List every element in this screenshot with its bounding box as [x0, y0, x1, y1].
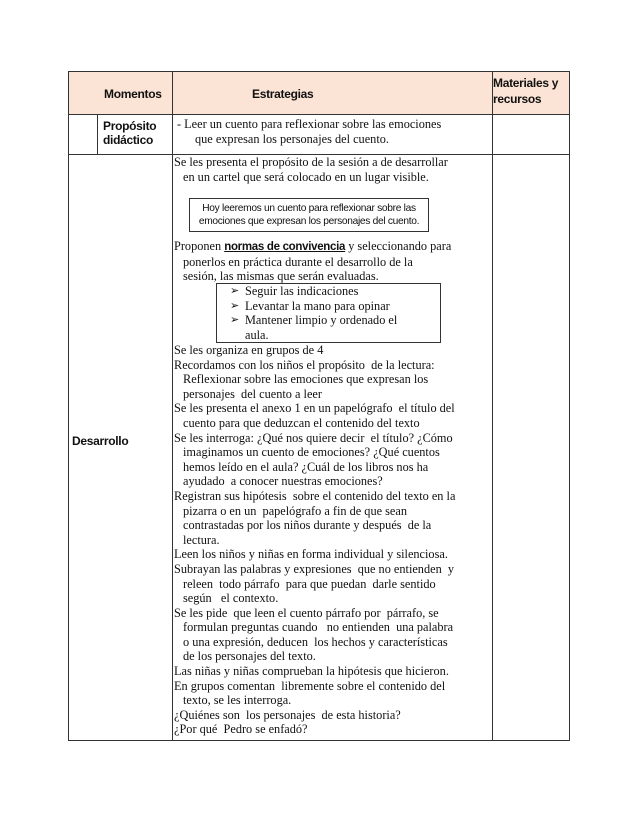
desarrollo-line: Subrayan las palabras y expresiones que no entienden y	[174, 561, 455, 576]
desarrollo-line: Registran sus hipótesis sobre el contenido del texto en la	[174, 488, 456, 503]
desarrollo-line: ¿Por qué Pedro se enfadó?	[174, 722, 308, 737]
desarrollo-line: lectura.	[183, 532, 220, 547]
norma-text: Seguir las indicaciones	[245, 284, 359, 298]
lesson-table	[68, 71, 570, 741]
desarrollo-line: hemos leído en el aula? ¿Cuál de los libros nos ha	[183, 459, 429, 474]
desarrollo-line: Recordamos con los niños el propósito de la lectura:	[174, 357, 435, 372]
desarrollo-line: imaginamos un cuento de emociones? ¿Qué cuentos	[183, 445, 440, 460]
header-momentos: Momentos	[104, 87, 162, 101]
normas-line2: ponerlos en práctica durante el desarrollo de la	[183, 254, 413, 269]
desarrollo-intro	[174, 155, 492, 184]
desarrollo-line: Reflexionar sobre las emociones que expresan los	[183, 372, 429, 387]
proposito-text-line1: - Leer un cuento para reflexionar sobre las emociones	[177, 117, 442, 131]
proposito-label-line2: didáctico	[103, 133, 153, 147]
proposito-text	[177, 117, 489, 146]
norma-item	[217, 313, 440, 328]
desarrollo-line: cuento para que deduzcan el contenido del texto	[183, 415, 420, 430]
normas-prefix: Proponen	[174, 239, 225, 253]
header-materiales: Materiales y	[493, 76, 559, 90]
intro-line2: en un cartel que será colocado en un lugar visible.	[183, 169, 429, 184]
desarrollo-line: Se les presenta el anexo 1 en un papelógrafo el título del	[174, 401, 455, 416]
desarrollo-line: según el contexto.	[183, 591, 279, 606]
desarrollo-line: Leen los niños y niñas en forma individual y silenciosa.	[174, 547, 448, 562]
desarrollo-line: En grupos comentan libremente sobre el contenido del	[174, 678, 446, 693]
row-divider-1	[69, 114, 569, 115]
arrow-bullet-icon: ➢	[230, 285, 240, 297]
header-recursos: recursos	[493, 92, 542, 106]
desarrollo-line: contrastadas por los niños durante y después de la	[183, 518, 432, 533]
desarrollo-line: de los personajes del texto.	[183, 649, 316, 664]
arrow-bullet-icon: ➢	[230, 299, 240, 312]
normas-suffix: y seleccionando para	[345, 239, 452, 253]
normas-paragraph	[174, 239, 492, 284]
cartel-line1: Hoy leeremos un cuento para reflexionar sobre las	[202, 203, 416, 214]
normas-line3: sesión, las mismas que serán evaluadas.	[183, 269, 379, 284]
proposito-label-line1: Propósito	[103, 119, 157, 133]
norma-item	[217, 299, 440, 314]
desarrollo-line: o una expresión, deducen los hechos y características	[183, 634, 448, 649]
normas-list-box	[216, 283, 441, 343]
desarrollo-line: Se les organiza en grupos de 4	[174, 343, 324, 357]
normas-bold: normas de convivencia	[224, 241, 346, 253]
norma-text: Levantar la mano para opinar	[245, 298, 390, 313]
purpose-cartel-box	[189, 198, 429, 232]
subcol-divider	[97, 114, 98, 154]
desarrollo-line: Las niñas y niñas comprueban la hipótesis que hicieron.	[174, 664, 449, 679]
desarrollo-line: ayudado a conocer nuestras emociones?	[183, 474, 383, 489]
desarrollo-line: Se les interroga: ¿Qué nos quiere decir el título? ¿Cómo	[174, 430, 453, 445]
proposito-text-line2: que expresan los personajes del cuento.	[195, 131, 389, 146]
col-divider-2	[492, 72, 493, 740]
desarrollo-lines	[174, 343, 492, 737]
desarrollo-label: Desarrollo	[72, 434, 129, 448]
desarrollo-line: pizarra o en un papelógrafo a fin de que sean	[183, 503, 407, 518]
norma-item	[217, 284, 440, 299]
intro-line1: Se les presenta el propósito de la sesión a de desarrollar	[174, 155, 448, 169]
intro-paragraph	[174, 155, 492, 184]
desarrollo-line: formulan preguntas cuando no entienden una palabra	[183, 620, 454, 635]
proposito-label	[103, 119, 156, 147]
arrow-bullet-icon: ➢	[230, 314, 240, 327]
header-estrategias: Estrategias	[252, 87, 314, 101]
norma-item	[217, 328, 440, 343]
desarrollo-line: ¿Quiénes son los personajes de esta historia?	[174, 707, 401, 722]
col-divider-1	[172, 72, 173, 740]
desarrollo-line: releen todo párrafo para que puedan darle sentido	[183, 576, 436, 591]
cartel-line2: emociones que expresan los personajes del cuento.	[198, 216, 420, 227]
desarrollo-line: personajes del cuento a leer	[183, 386, 322, 401]
norma-text: aula.	[245, 327, 269, 342]
desarrollo-line: Se les pide que leen el cuento párrafo por párrafo, se	[174, 605, 439, 620]
normas-text	[174, 239, 492, 284]
desarrollo-line: texto, se les interroga.	[183, 693, 292, 708]
norma-text: Mantener limpio y ordenado el	[245, 313, 398, 328]
